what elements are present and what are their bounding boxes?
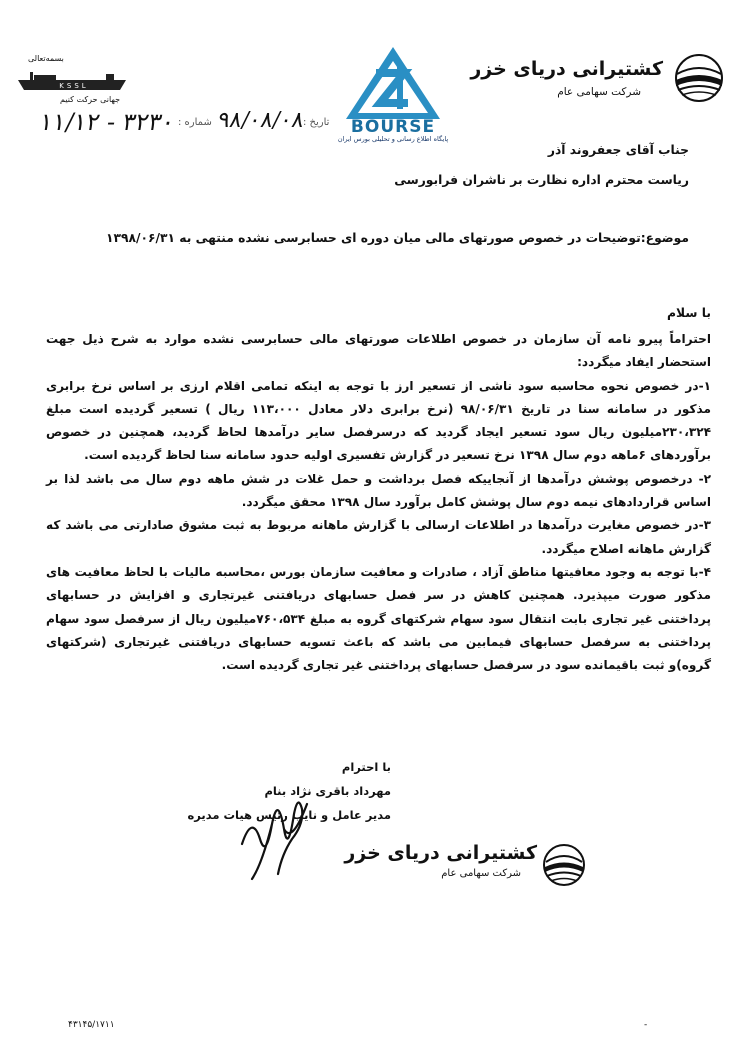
handwritten-signature — [232, 784, 322, 884]
ref-date-handwritten: ۹۸/۰۸/۰۸ — [215, 108, 306, 133]
salutation: با سلام — [667, 306, 711, 320]
stamp-company-type: شرکت سهامی عام — [441, 868, 521, 879]
recipient-title: ریاست محترم اداره نظارت بر ناشران فرابورسی — [394, 173, 689, 187]
subject-block — [49, 226, 689, 250]
bourse-logo — [328, 43, 458, 143]
paragraph-2: ۲- درخصوص پوشش درآمدها از آنجاییکه فصل برداشت و حمل غلات در شش ماهه دوم سال می باشد لذا بر اساس قراردادهای نیمه دوم سال پوشش کامل برآورد سال ۱۳۹۸ محقق میگردد. — [46, 471, 711, 510]
stamp-company-name: کشتیرانی دریای خزر — [344, 842, 537, 864]
ref-date-label: تاریخ : — [303, 117, 330, 128]
stamp-emblem-icon — [537, 842, 591, 888]
ref-number-label: شماره : — [178, 117, 212, 128]
paragraph-1: ۱-در خصوص نحوه محاسبه سود ناشی از تسعیر ارز با توجه به اینکه تمامی اقلام ارزی بر اساس نرخ برابری مذکور در سامانه سنا در تاریخ ۹۸/۰۶/۳۱ (نرخ برابری دلار معادل ۱۱۳،۰۰۰ ریال ) تسعیر گردیده است مبلغ ۲۳۰،۳۲۴میلیون ریال سود تسعیر ایجاد گردید که درسرفصل سایر درآمدها لحاظ گردید، همچنین در خصوص برآوردهای ۶ماهه دوم سال ۱۳۹۸ نرخ تسعیر در گزارش تفسیری اولیه حدود سامانه سنا لحاظ گردیده است. — [46, 378, 711, 463]
footer-code: ۴۳۱۴۵/۱۷۱۱ — [68, 1020, 115, 1030]
bourse-wordmark: BOURSE — [350, 117, 436, 137]
signatory-title: مدیر عامل و نایب رئیس هیات مدیره — [187, 808, 391, 822]
company-type: شرکت سهامی عام — [557, 86, 641, 98]
footer-mark: - — [644, 1020, 648, 1030]
recipient-block — [49, 138, 689, 192]
signatory-name: مهرداد باقری نژاد بنام — [264, 784, 391, 798]
ship-icon — [16, 64, 128, 94]
ship-hull-text: KSSL — [59, 82, 89, 90]
paragraph-4: ۴-با توجه به وجود معافیتها مناطق آزاد ، صادرات و معافیت سازمان بورس ،محاسبه مالیات با لحاظ معافیت های مذکور صورت میپذیرد. همچنین کاهش در سر فصل حسابهای دریافتنی غیرتجاری و افزایش در حسابهای پرداختنی غیر تجاری بابت انتقال سود سهام شرکتهای گروه به مبلغ ۷۶۰،۵۳۴میلیون ریال از سرفصل سود سهام پرداختنی به سرفصل حسابهای فیمابین می باشد که باعث تسویه حسابهای دریافتنی غیرتجاری (شرکتهای گروه)و ثبت باقیمانده سود در سرفصل حسابهای پرداختنی غیر تجاری گردیده است. — [46, 564, 711, 673]
paragraph-intro: احتراماً پیرو نامه آن سازمان در خصوص اطلاعات صورتهای مالی حسابرسی نشده موارد به شرح ذیل جهت استحضار ایفاد میگردد: — [46, 332, 711, 370]
company-name: کشتیرانی دریای خزر — [470, 58, 663, 80]
company-emblem-icon — [669, 52, 729, 104]
closing-regards: با احترام — [341, 760, 391, 774]
basmala: بسمه‌تعالی — [28, 54, 64, 63]
ship-caption: جهانی حرکت کنیم — [60, 95, 121, 104]
ref-number-handwritten: ۱۱/۱۲ - ۳۲۳۰ — [37, 108, 178, 136]
letter-subject: موضوع:توضیحات در خصوص صورتهای مالی میان دوره ای حسابرسی نشده منتهی به ۱۳۹۸/۰۶/۳۱ — [105, 231, 689, 245]
paragraph-3: ۳-در خصوص مغایرت درآمدها در اطلاعات ارسالی با گزارش ماهانه مربوط به ثبت مشوق صادارتی می باشد که گزارش ماهانه اصلاح میگردد. — [46, 518, 711, 556]
letter-body — [46, 328, 711, 677]
recipient-name: جناب آقای جعفروند آذر — [547, 143, 689, 157]
bourse-subtext: پایگاه اطلاع رسانی و تحلیلی بورس ایران — [337, 135, 449, 143]
